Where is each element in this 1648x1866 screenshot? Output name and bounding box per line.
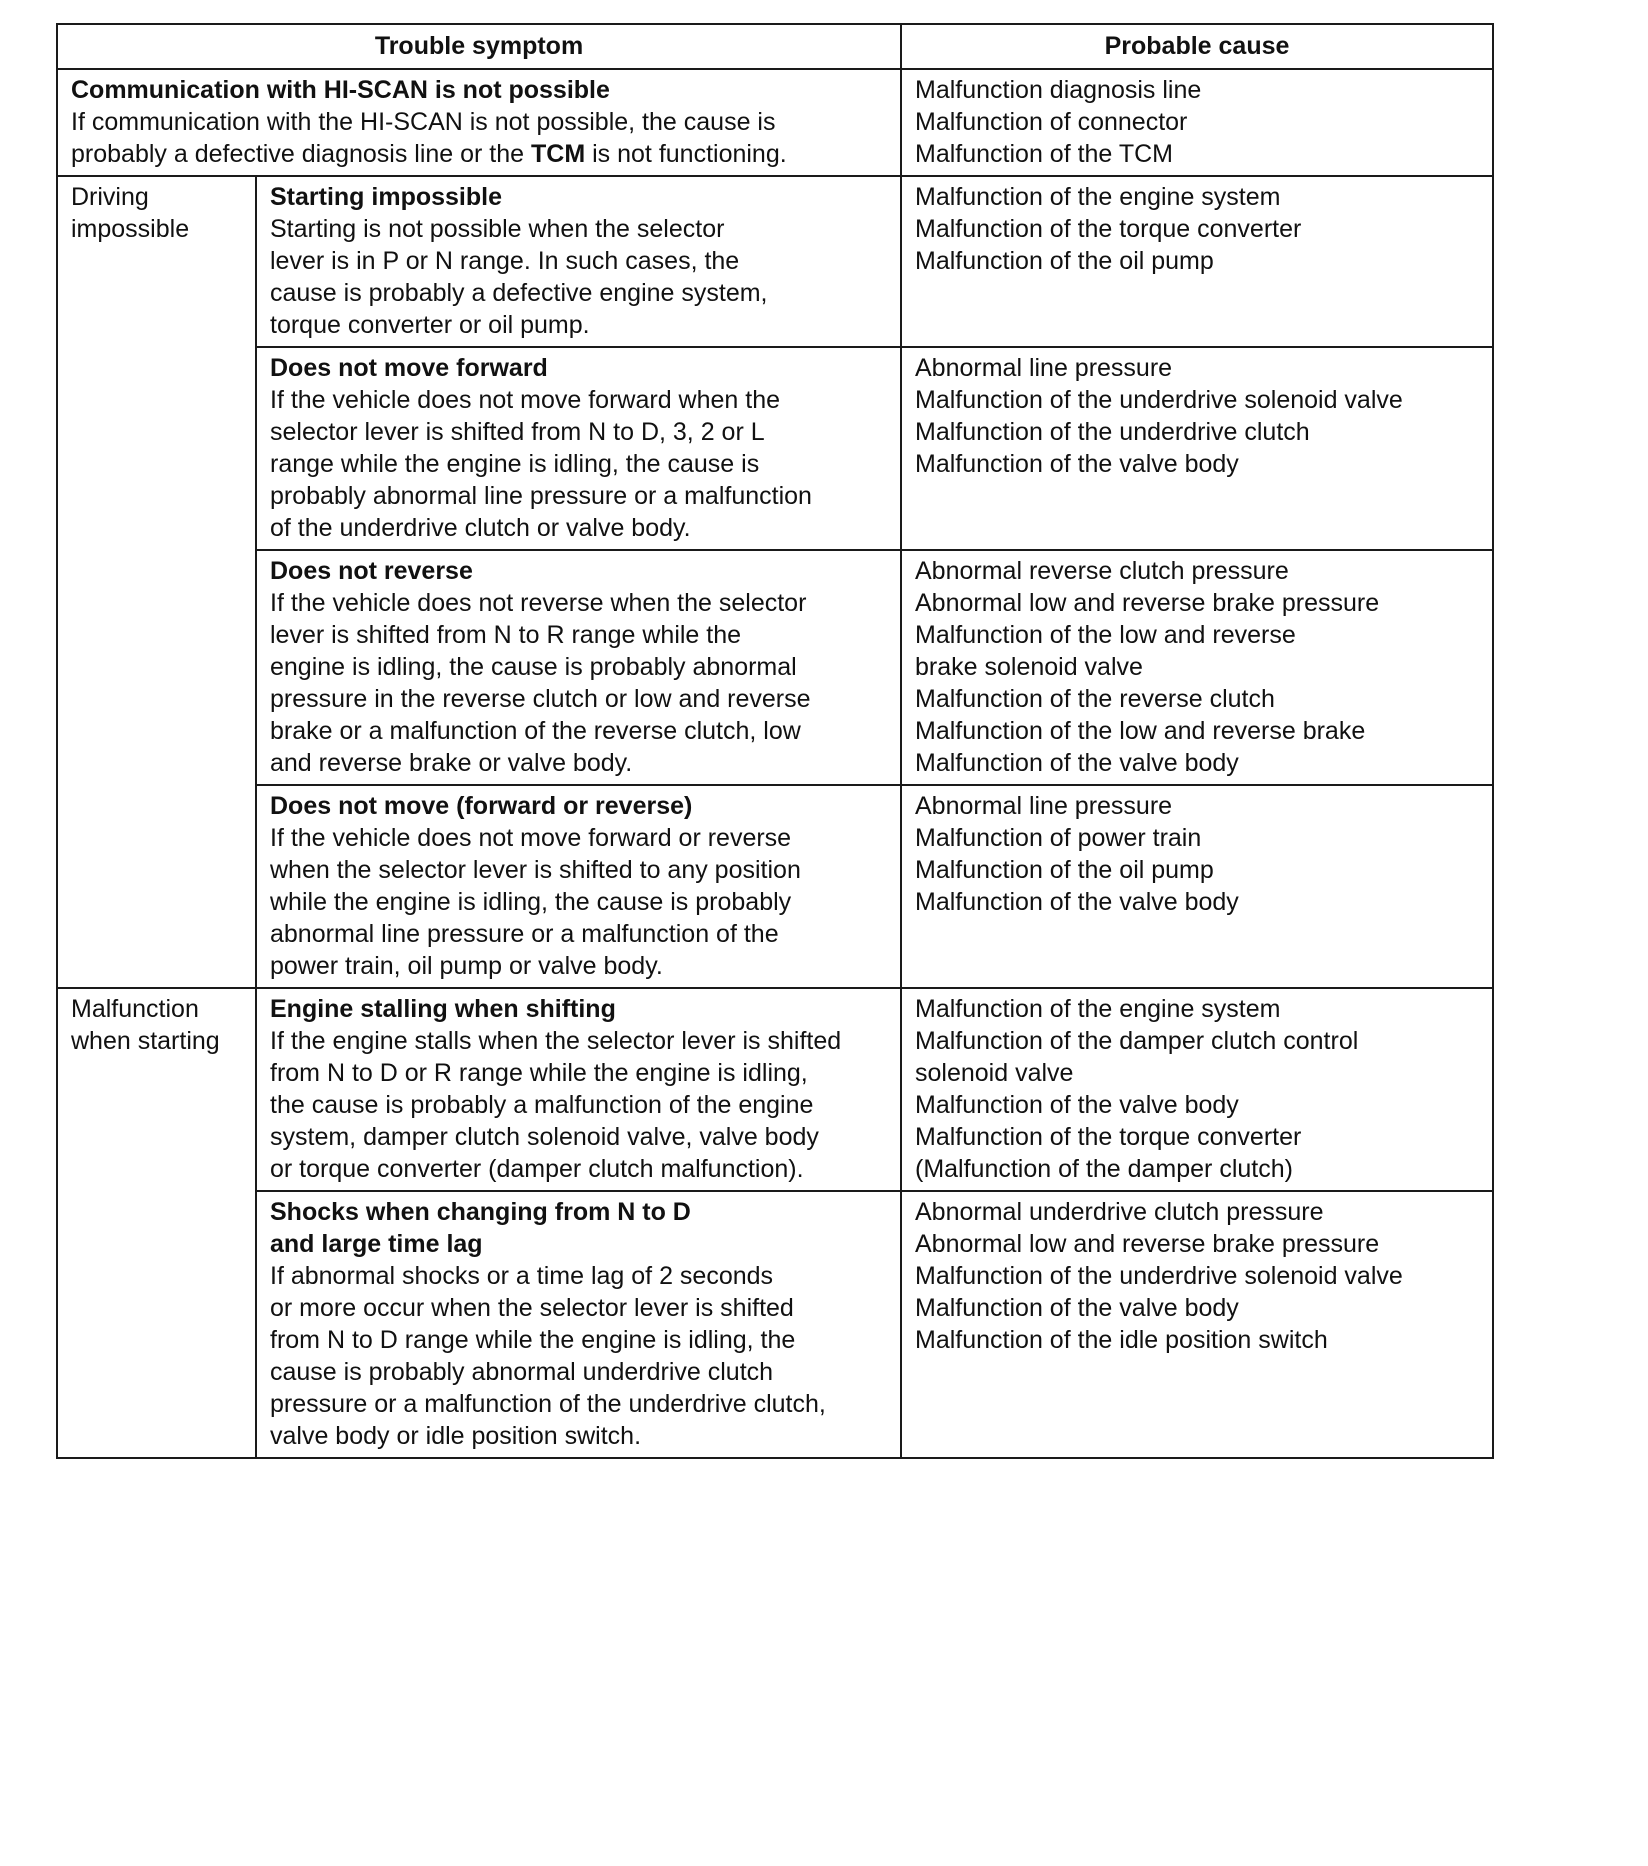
communication-row xyxy=(57,69,1493,176)
category-label-line: impossible xyxy=(71,215,190,243)
cause-line: Malfunction of the idle position switch xyxy=(915,1326,1328,1354)
category-label-line: Driving xyxy=(71,183,149,211)
symptom-desc-line: the cause is probably a malfunction of the engine xyxy=(270,1091,814,1119)
symptom-desc-line: Starting is not possible when the selector xyxy=(270,215,725,243)
cause-cell xyxy=(901,550,1493,785)
symptom-desc-line: when the selector lever is shifted to any position xyxy=(270,856,801,884)
symptom-desc-line: selector lever is shifted from N to D, 3, 2 or L xyxy=(270,418,765,446)
cause-line: brake solenoid valve xyxy=(915,653,1143,681)
symptom-desc-line: cause is probably abnormal underdrive clutch xyxy=(270,1358,774,1386)
symptom-title: Does not reverse xyxy=(270,557,473,585)
header-row xyxy=(57,24,1493,69)
cause-cell xyxy=(901,176,1493,347)
symptom-desc-line: brake or a malfunction of the reverse clutch, low xyxy=(270,717,801,745)
cause-line: Malfunction of the damper clutch control xyxy=(915,1027,1359,1055)
cause-line: Malfunction of power train xyxy=(915,824,1202,852)
symptom-desc-line: and reverse brake or valve body. xyxy=(270,749,633,777)
cause-line: Abnormal line pressure xyxy=(915,354,1173,382)
symptom-desc-line: cause is probably a defective engine system, xyxy=(270,279,768,307)
symptom-desc-line: abnormal line pressure or a malfunction of the xyxy=(270,920,779,948)
cause-line: Malfunction of the oil pump xyxy=(915,856,1214,884)
symptom-cell xyxy=(256,988,901,1191)
troubleshooting-table xyxy=(56,23,1494,1459)
cause-cell xyxy=(901,988,1493,1191)
cause-line: Malfunction of the low and reverse xyxy=(915,621,1296,649)
symptom-desc-line: system, damper clutch solenoid valve, valve body xyxy=(270,1123,819,1151)
cause-line: Malfunction of the torque converter xyxy=(915,215,1302,243)
symptom-desc-line: or torque converter (damper clutch malfunction). xyxy=(270,1155,804,1183)
symptom-row xyxy=(57,988,1493,1191)
symptom-row xyxy=(57,176,1493,347)
cause-cell xyxy=(901,1191,1493,1458)
category-label-line: Malfunction xyxy=(71,995,199,1023)
cause-cell xyxy=(901,785,1493,988)
cause-line: Malfunction of connector xyxy=(915,108,1188,136)
symptom-desc-line: of the underdrive clutch or valve body. xyxy=(270,514,691,542)
category-cell xyxy=(57,988,256,1458)
communication-desc-bold: TCM xyxy=(531,140,586,168)
cause-line: Malfunction diagnosis line xyxy=(915,76,1202,104)
symptom-title: Does not move forward xyxy=(270,354,548,382)
cause-line: Malfunction of the valve body xyxy=(915,1091,1239,1119)
symptom-desc-line: If the vehicle does not move forward when the xyxy=(270,386,781,414)
communication-title: Communication with HI-SCAN is not possible xyxy=(71,76,610,104)
symptom-cell xyxy=(256,176,901,347)
header-probable-cause: Probable cause xyxy=(901,24,1493,69)
symptom-row xyxy=(57,785,1493,988)
communication-desc-line xyxy=(71,138,887,170)
cause-line: Malfunction of the underdrive solenoid valve xyxy=(915,1262,1403,1290)
symptom-row xyxy=(57,1191,1493,1458)
communication-desc-line: If communication with the HI-SCAN is not possible, the cause is xyxy=(71,108,776,136)
cause-line: Malfunction of the underdrive clutch xyxy=(915,418,1310,446)
cause-line: Malfunction of the valve body xyxy=(915,1294,1239,1322)
cause-line: solenoid valve xyxy=(915,1059,1074,1087)
symptom-desc-line: from N to D range while the engine is idling, the xyxy=(270,1326,796,1354)
category-label-line: when starting xyxy=(71,1027,220,1055)
symptom-desc-line: power train, oil pump or valve body. xyxy=(270,952,663,980)
symptom-desc-line: probably abnormal line pressure or a malfunction xyxy=(270,482,812,510)
symptom-desc-line: range while the engine is idling, the cause is xyxy=(270,450,760,478)
cause-line: Abnormal low and reverse brake pressure xyxy=(915,589,1380,617)
symptom-desc-line: pressure in the reverse clutch or low and reverse xyxy=(270,685,811,713)
symptom-desc-line: torque converter or oil pump. xyxy=(270,311,590,339)
cause-line: Malfunction of the reverse clutch xyxy=(915,685,1275,713)
symptom-cell xyxy=(256,347,901,550)
symptom-desc-line: pressure or a malfunction of the underdrive clutch, xyxy=(270,1390,826,1418)
cause-line: Malfunction of the TCM xyxy=(915,140,1173,168)
symptom-title: Does not move (forward or reverse) xyxy=(270,792,693,820)
cause-line: Malfunction of the valve body xyxy=(915,888,1239,916)
cause-line: Malfunction of the oil pump xyxy=(915,247,1214,275)
cause-line: Malfunction of the underdrive solenoid valve xyxy=(915,386,1403,414)
cause-line: Malfunction of the valve body xyxy=(915,749,1239,777)
symptom-desc-line: from N to D or R range while the engine is idling, xyxy=(270,1059,808,1087)
symptom-desc-line: If the vehicle does not move forward or reverse xyxy=(270,824,792,852)
cause-line: Abnormal line pressure xyxy=(915,792,1173,820)
symptom-title: Engine stalling when shifting xyxy=(270,995,616,1023)
symptom-desc-line: engine is idling, the cause is probably abnormal xyxy=(270,653,797,681)
symptom-title: Starting impossible xyxy=(270,183,502,211)
symptom-desc-line: If abnormal shocks or a time lag of 2 seconds xyxy=(270,1262,774,1290)
symptom-row xyxy=(57,347,1493,550)
cause-line: Abnormal underdrive clutch pressure xyxy=(915,1198,1324,1226)
symptom-cell xyxy=(256,785,901,988)
symptom-desc-line: or more occur when the selector lever is shifted xyxy=(270,1294,794,1322)
cause-line: (Malfunction of the damper clutch) xyxy=(915,1155,1293,1183)
header-trouble-symptom: Trouble symptom xyxy=(57,24,901,69)
cause-cell xyxy=(901,347,1493,550)
cause-line: Malfunction of the valve body xyxy=(915,450,1239,478)
cause-line: Malfunction of the engine system xyxy=(915,183,1281,211)
cause-line: Abnormal reverse clutch pressure xyxy=(915,557,1289,585)
symptom-desc-line: valve body or idle position switch. xyxy=(270,1422,642,1450)
communication-cause-cell xyxy=(901,69,1493,176)
cause-line: Malfunction of the low and reverse brake xyxy=(915,717,1366,745)
symptom-desc-line: while the engine is idling, the cause is probably xyxy=(270,888,792,916)
communication-desc-text: probably a defective diagnosis line or the xyxy=(71,140,532,168)
cause-line: Abnormal low and reverse brake pressure xyxy=(915,1230,1380,1258)
communication-desc-text: is not functioning. xyxy=(585,140,787,168)
symptom-title: Shocks when changing from N to D xyxy=(270,1198,691,1226)
communication-symptom-cell xyxy=(57,69,901,176)
symptom-desc-line: If the engine stalls when the selector lever is shifted xyxy=(270,1027,842,1055)
symptom-desc-line: If the vehicle does not reverse when the selector xyxy=(270,589,807,617)
cause-line: Malfunction of the torque converter xyxy=(915,1123,1302,1151)
category-cell xyxy=(57,176,256,988)
symptom-row xyxy=(57,550,1493,785)
symptom-desc-line: lever is shifted from N to R range while the xyxy=(270,621,742,649)
symptom-title: and large time lag xyxy=(270,1230,483,1258)
symptom-desc-line: lever is in P or N range. In such cases, the xyxy=(270,247,740,275)
symptom-cell xyxy=(256,550,901,785)
cause-line: Malfunction of the engine system xyxy=(915,995,1281,1023)
symptom-cell xyxy=(256,1191,901,1458)
